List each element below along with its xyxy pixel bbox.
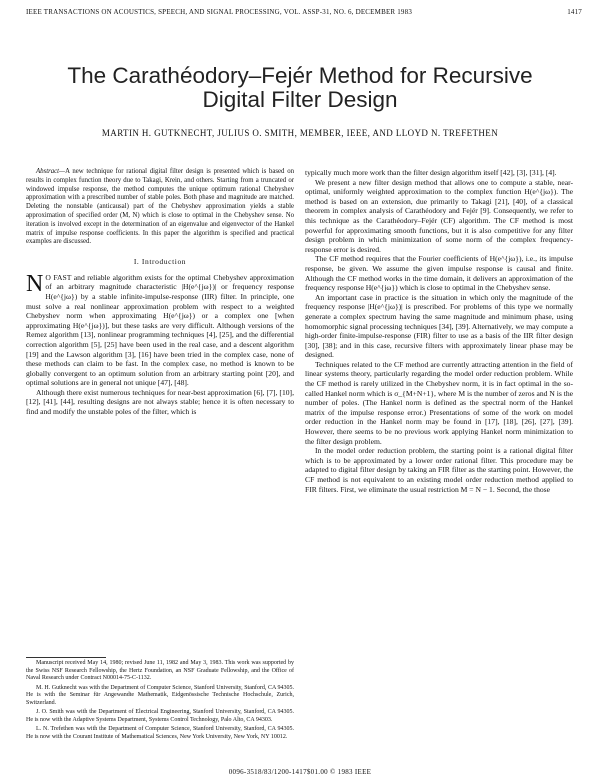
- footnote: J. O. Smith was with the Department of Electrical Engineering, Stanford University, Stanford, CA 94305. He is now with the Adaptive Systems Department, Systems Control Technology, Palo Alto, CA 94303.: [26, 709, 294, 723]
- right-column: [305, 168, 573, 494]
- body-paragraph: An important case in practice is the situation in which only the magnitude of the frequency response |H(e^{jω})| is prescribed. For problems of this type we normally generate a complex spectrum having the same magnitude and minimum phase, using homomorphic signal processing techniques [34], [39]. Alternatively, we may compute a high-order finite-impulse-response (FIR) filter to use as a basis of the IIR filter design [30], [38]; and in this case, recursive filters with approximately linear phase may be designed.: [305, 292, 573, 360]
- left-column: [26, 168, 294, 417]
- body-paragraph: Techniques related to the CF method are currently attracting attention in the field of linear systems theory, particularly regarding the model order reduction problem. While the CF method is rarely utilized in the Chebyshev norm, it is in fact optimal in the so-called Hankel norm which is σ_{M+N+1}, where M is the number of zeros and N is the number of poles. (The Hankel norm is defined as the spectral norm of the Hankel matrix of the impulse response error.) Presentations of some of the work on model order reduction in the Hankel norm may be found in [17], [18], [26], [27], [39]. However, there seems to be no previous work applying Hankel norm minimization to the filter design problem.: [305, 359, 573, 446]
- copyright-footer: 0096-3518/83/1200-1417$01.00 © 1983 IEEE: [228, 768, 372, 776]
- section-heading-introduction: I. Introduction: [133, 257, 187, 267]
- title-line-2: Digital Filter Design: [202, 87, 398, 112]
- footnote-rule: [26, 657, 106, 658]
- intro-paragraph-1-text: O FAST and reliable algorithm exists for the optimal Chebyshev approximation of an arbitrary magnitude characteristic |H(e^{jω})| or frequency response H(e^{jω}) by a stable infinite-impulse-response (IIR) filter. In principle, one must solve a real nonlinear approximation problem with respect to a weighted Chebyshev norm when approximating H(e^{jω}) or a complex one [when approximating H(e^{jω})], but these tasks are very difficult. Although versions of the Remez algorithm [13], nonlinear programming techniques [4], [25], and the differential correction algorithm [5], [25] have been used in the real case, and a descent algorithm [19] and the Lawson algorithm [3], [16] have been tried in the complex case, none of these methods can claim to be fast. In the complex case, no method is known to be globally convergent to an optimum solution from an arbitrary starting point [20], and optimal solutions are in general not unique [47], [48].: [26, 272, 294, 388]
- running-header: [26, 8, 582, 20]
- footnote: M. H. Gutknecht was with the Department of Computer Science, Stanford University, Stanford, CA 94305. He is with the Seminar für Angewandte Mathematik, Eidgenössische Technische Hochschule, Zurich, Switzerland.: [26, 684, 294, 706]
- page-number: 1417: [567, 8, 582, 16]
- body-paragraph: We present a new filter design method that allows one to compute a stable, near-optimal, uniformly weighted approximation to the complex function H(e^{jω}). The method is based on an extension, due primarily to Takagi [21], [40], of a classical theorem in complex analysis of Carathéodory and Fejér [9]. Consequently, we refer to this technique as the Carathéodory–Fejér (CF) algorithm. The CF method is most powerful for approximating smooth functions, but it is also competitive for any filter design problem in which minimization of some norm of the complex frequency-response error is desired.: [305, 177, 573, 254]
- body-paragraph: typically much more work than the filter design algorithm itself [42], [3], [31], [4].: [305, 168, 557, 177]
- abstract-label: Abstract—: [36, 168, 66, 175]
- abstract-text: A new technique for rational digital filter design is presented which is based on results in complex function theory due to Takagi, Krein, and others. Starting from a truncated or windowed impulse response, the method computes the unique optimum rational Chebyshev approximation with a prescribed number of stable poles. Both phase and magnitude are matched. Deleting the nonstable (anticausal) part of the Chebyshev approximation yields a stable approximation of specified order (M, N) which is close to optimal in the Chebyshev sense. No iteration is involved except in the determination of an eigenvalue and eigenvector of the Hankel matrix of impulse response coefficients. In this paper the algorithm is specified and practical examples are discussed.: [26, 168, 294, 246]
- footnotes: [26, 660, 294, 743]
- footnote: Manuscript received May 14, 1980; revised June 11, 1982 and May 3, 1983. This work was supported by the Swiss NSF Research Fellowship, the Hertz Foundation, an NSF Graduate Fellowship, and the Office of Naval Research under Contract N00014-75-C-1132.: [26, 660, 294, 681]
- authors: MARTIN H. GUTKNECHT, JULIUS O. SMITH, MEMBER, IEEE, AND LLOYD N. TREFETHEN: [101, 128, 499, 138]
- journal-header: IEEE TRANSACTIONS ON ACOUSTICS, SPEECH, AND SIGNAL PROCESSING, VOL. ASSP-31, NO. 6, DECEMBER 1983: [26, 8, 413, 16]
- drop-cap: N: [26, 270, 44, 297]
- abstract: [26, 168, 294, 247]
- body-paragraph: In the model order reduction problem, the starting point is a rational digital filter which is to be approximated by a lower order rational filter. This procedure may be adapted to digital filter design by taking an FIR filter as the starting point. However, the CF method is not equivalent to an existing model order reduction method applied to FIR filters. First, we eliminate the usual restriction M = N − 1. Second, the those: [305, 446, 573, 494]
- title-line-1: The Carathéodory–Fejér Method for Recursive: [67, 63, 533, 88]
- paper-title: [40, 64, 560, 112]
- intro-paragraph-2: Although there exist numerous techniques for near-best approximation [6], [7], [10], [12], [41], [44], resulting designs are not always stable; hence it is often necessary to find and modify the unstable poles of the filter, which is: [26, 387, 294, 417]
- footnote: L. N. Trefethen was with the Department of Computer Science, Stanford University, Stanford, CA 94305. He is now with the Courant Institute of Mathematical Sciences, New York University, New York, NY 10012.: [26, 726, 294, 740]
- intro-paragraph-1: [26, 270, 294, 388]
- body-paragraph: The CF method requires that the Fourier coefficients of H(e^{jω}), i.e., its impulse response, be given. We assume the given impulse response is causal and finite. Although the CF method works in the time domain, it delivers an approximation of the frequency response H(e^{jω}) which is close to optimal in the Chebyshev sense.: [305, 254, 573, 293]
